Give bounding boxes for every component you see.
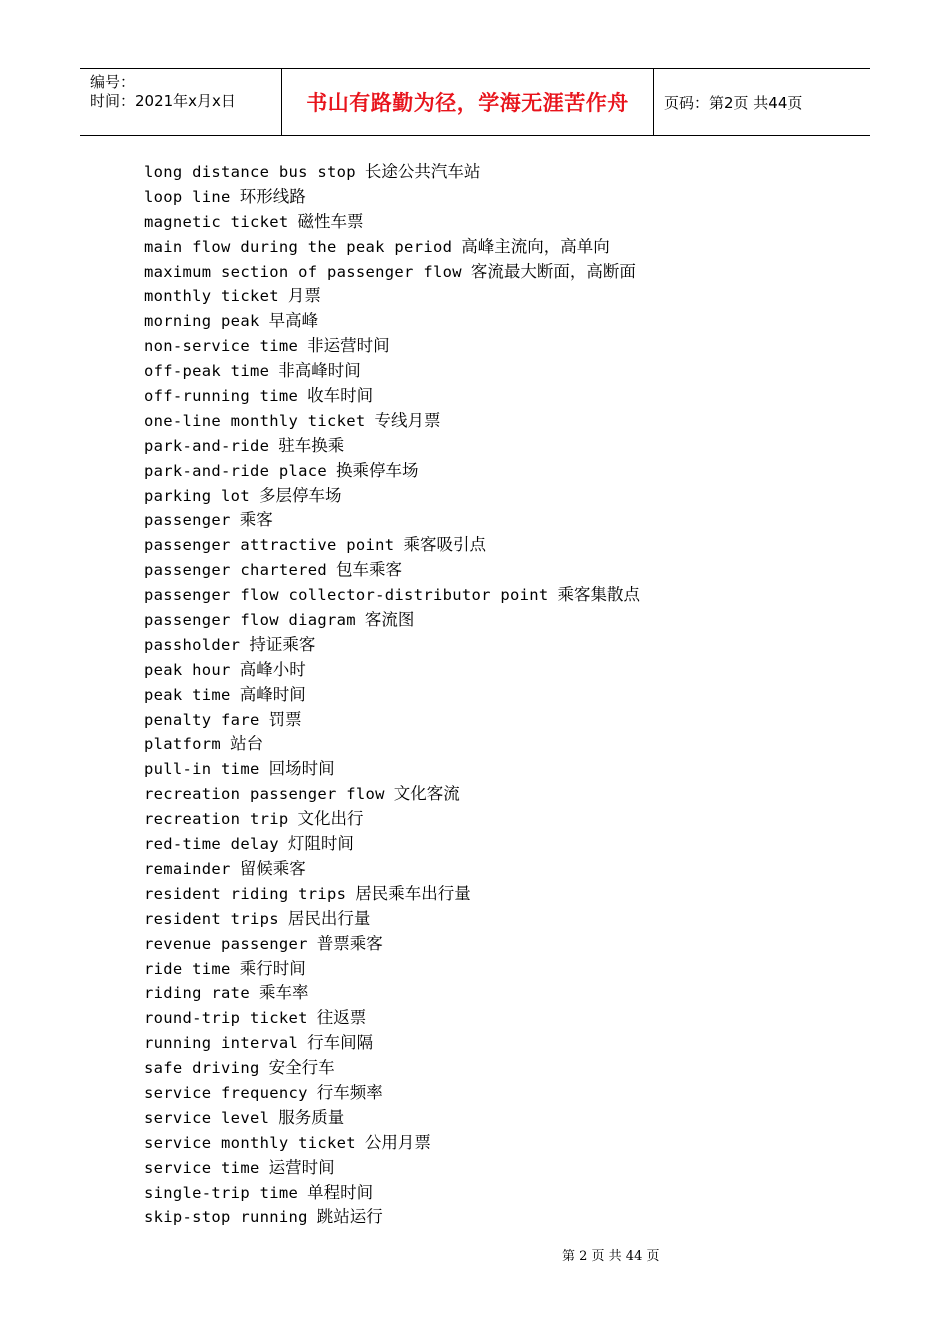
page-footer (0, 1245, 950, 1264)
glossary-entry (144, 359, 640, 384)
glossary-entry (144, 907, 640, 932)
glossary-entry (144, 1205, 640, 1230)
term-chinese: 非运营时间 (307, 336, 390, 356)
term-chinese: 罚票 (268, 709, 302, 729)
glossary-entry (144, 434, 640, 459)
term-chinese: 居民乘车出行量 (355, 883, 471, 903)
term-chinese: 环形线路 (239, 186, 306, 206)
term-chinese: 乘行时间 (239, 958, 306, 978)
header-motto: 书山有路勤为径，学海无涯苦作舟 (282, 69, 654, 135)
term-chinese: 公用月票 (364, 1132, 431, 1152)
footer-page-number: 第 2 页 共 44 页 (562, 1249, 660, 1264)
term-english: recreation passenger flow (144, 785, 385, 804)
term-english: morning peak (144, 312, 260, 331)
term-chinese: 乘客集散点 (557, 585, 641, 605)
term-chinese: 专线月票 (374, 410, 441, 430)
glossary-entry (144, 683, 640, 708)
term-english: skip-stop running (144, 1208, 308, 1227)
glossary-entry (144, 409, 640, 434)
term-chinese: 早高峰 (268, 311, 319, 331)
term-chinese: 乘车率 (258, 983, 309, 1003)
term-chinese: 留候乘客 (239, 858, 306, 878)
term-english: round-trip ticket (144, 1009, 308, 1028)
term-chinese: 安全行车 (268, 1058, 335, 1078)
term-chinese: 高峰小时 (239, 659, 306, 679)
term-english: recreation trip (144, 810, 289, 829)
glossary-entry (144, 1056, 640, 1081)
term-english: service time (144, 1158, 260, 1177)
term-english: safe driving (144, 1059, 260, 1078)
term-english: main flow during the peak period (144, 237, 453, 256)
term-chinese: 跳站运行 (316, 1207, 383, 1227)
term-english: resident riding trips (144, 884, 347, 903)
glossary-entry (144, 185, 640, 210)
term-english: non-service time (144, 337, 299, 356)
term-chinese: 客流最大断面，高断面 (470, 261, 636, 281)
glossary-entry (144, 782, 640, 807)
term-english: passholder (144, 635, 241, 654)
term-chinese: 文化客流 (393, 784, 460, 804)
term-english: riding rate (144, 984, 250, 1003)
term-english: passenger flow diagram (144, 611, 356, 630)
term-english: running interval (144, 1034, 299, 1053)
term-english: parking lot (144, 486, 250, 505)
term-chinese: 月票 (287, 286, 321, 306)
term-chinese: 驻车换乘 (278, 435, 345, 455)
term-english: penalty fare (144, 710, 260, 729)
glossary-entry (144, 633, 640, 658)
term-english: long distance bus stop (144, 163, 356, 181)
glossary-entry (144, 484, 640, 509)
glossary-entry (144, 334, 640, 359)
glossary-entry (144, 932, 640, 957)
term-english: ride time (144, 959, 231, 978)
term-english: off-running time (144, 387, 299, 406)
glossary-entry (144, 210, 640, 235)
glossary-entry (144, 708, 640, 733)
term-english: loop line (144, 187, 231, 206)
header-page-info: 页码：第2页 共44页 (664, 93, 803, 112)
term-english: pull-in time (144, 760, 260, 779)
term-chinese: 客流图 (364, 610, 415, 630)
term-english: service monthly ticket (144, 1133, 356, 1152)
term-chinese: 磁性车票 (297, 211, 364, 231)
glossary-entry (144, 981, 640, 1006)
glossary-entry (144, 658, 640, 683)
glossary-entry (144, 857, 640, 882)
term-chinese: 换乘停车场 (336, 460, 419, 480)
term-chinese: 文化出行 (297, 809, 364, 829)
glossary-entry (144, 807, 640, 832)
term-chinese: 服务质量 (278, 1107, 345, 1127)
term-chinese: 高峰时间 (239, 684, 306, 704)
glossary-entry (144, 757, 640, 782)
term-english: single-trip time (144, 1183, 299, 1202)
term-chinese: 高峰主流向，高单向 (461, 236, 610, 256)
glossary-entry (144, 1156, 640, 1181)
glossary-entry (144, 1181, 640, 1206)
term-english: monthly ticket (144, 287, 279, 306)
glossary-entry (144, 832, 640, 857)
term-english: peak time (144, 685, 231, 704)
term-chinese: 居民出行量 (287, 908, 371, 928)
glossary-entry (144, 1106, 640, 1131)
term-english: magnetic ticket (144, 212, 289, 231)
term-chinese: 持证乘客 (249, 634, 316, 654)
term-chinese: 乘客吸引点 (403, 535, 486, 555)
term-chinese: 单程时间 (307, 1182, 374, 1202)
document-number-label: 编号： (90, 73, 136, 91)
term-chinese: 行车频率 (316, 1082, 383, 1102)
term-english: passenger attractive point (144, 536, 395, 555)
glossary-entry (144, 309, 640, 334)
term-english: off-peak time (144, 362, 270, 381)
glossary-entry (144, 235, 640, 260)
term-chinese: 多层停车场 (258, 485, 342, 505)
term-english: passenger (144, 511, 231, 530)
term-chinese: 行车间隔 (307, 1033, 374, 1053)
term-english: park-and-ride (144, 436, 270, 455)
term-english: passenger flow collector-distributor point (144, 586, 549, 605)
glossary-entry (144, 1006, 640, 1031)
glossary-entry (144, 459, 640, 484)
term-english: peak hour (144, 660, 231, 679)
glossary-list (144, 160, 640, 1230)
term-english: remainder (144, 859, 231, 878)
term-english: service frequency (144, 1083, 308, 1102)
term-chinese: 收车时间 (307, 386, 374, 406)
glossary-entry (144, 384, 640, 409)
term-english: maximum section of passenger flow (144, 262, 462, 281)
term-english: one-line monthly ticket (144, 411, 366, 430)
term-chinese: 普票乘客 (316, 933, 383, 953)
glossary-entry (144, 608, 640, 633)
term-english: service level (144, 1108, 270, 1127)
term-english: passenger chartered (144, 561, 328, 580)
page-header (80, 68, 870, 136)
header-meta (80, 69, 282, 135)
glossary-entry (144, 1081, 640, 1106)
term-chinese: 乘客 (239, 510, 273, 530)
term-english: park-and-ride place (144, 461, 328, 480)
glossary-entry (144, 284, 640, 309)
glossary-entry (144, 1131, 640, 1156)
term-chinese: 灯阻时间 (287, 834, 354, 854)
glossary-entry (144, 160, 640, 185)
term-english: resident trips (144, 909, 279, 928)
term-chinese: 长途公共汽车站 (364, 162, 481, 181)
term-english: red-time delay (144, 835, 279, 854)
glossary-entry (144, 957, 640, 982)
term-english: platform (144, 735, 222, 754)
glossary-entry (144, 533, 640, 558)
term-english: revenue passenger (144, 934, 308, 953)
glossary-entry (144, 583, 640, 608)
term-chinese: 站台 (230, 734, 264, 754)
term-chinese: 回场时间 (268, 759, 335, 779)
term-chinese: 包车乘客 (336, 560, 403, 580)
term-chinese: 往返票 (316, 1008, 367, 1028)
glossary-entry (144, 882, 640, 907)
document-time-label: 时间：2021年x月x日 (90, 92, 236, 110)
glossary-entry (144, 508, 640, 533)
term-chinese: 运营时间 (268, 1157, 335, 1177)
glossary-entry (144, 1031, 640, 1056)
glossary-entry (144, 732, 640, 757)
glossary-entry (144, 558, 640, 583)
term-chinese: 非高峰时间 (278, 361, 361, 381)
glossary-entry (144, 260, 640, 285)
